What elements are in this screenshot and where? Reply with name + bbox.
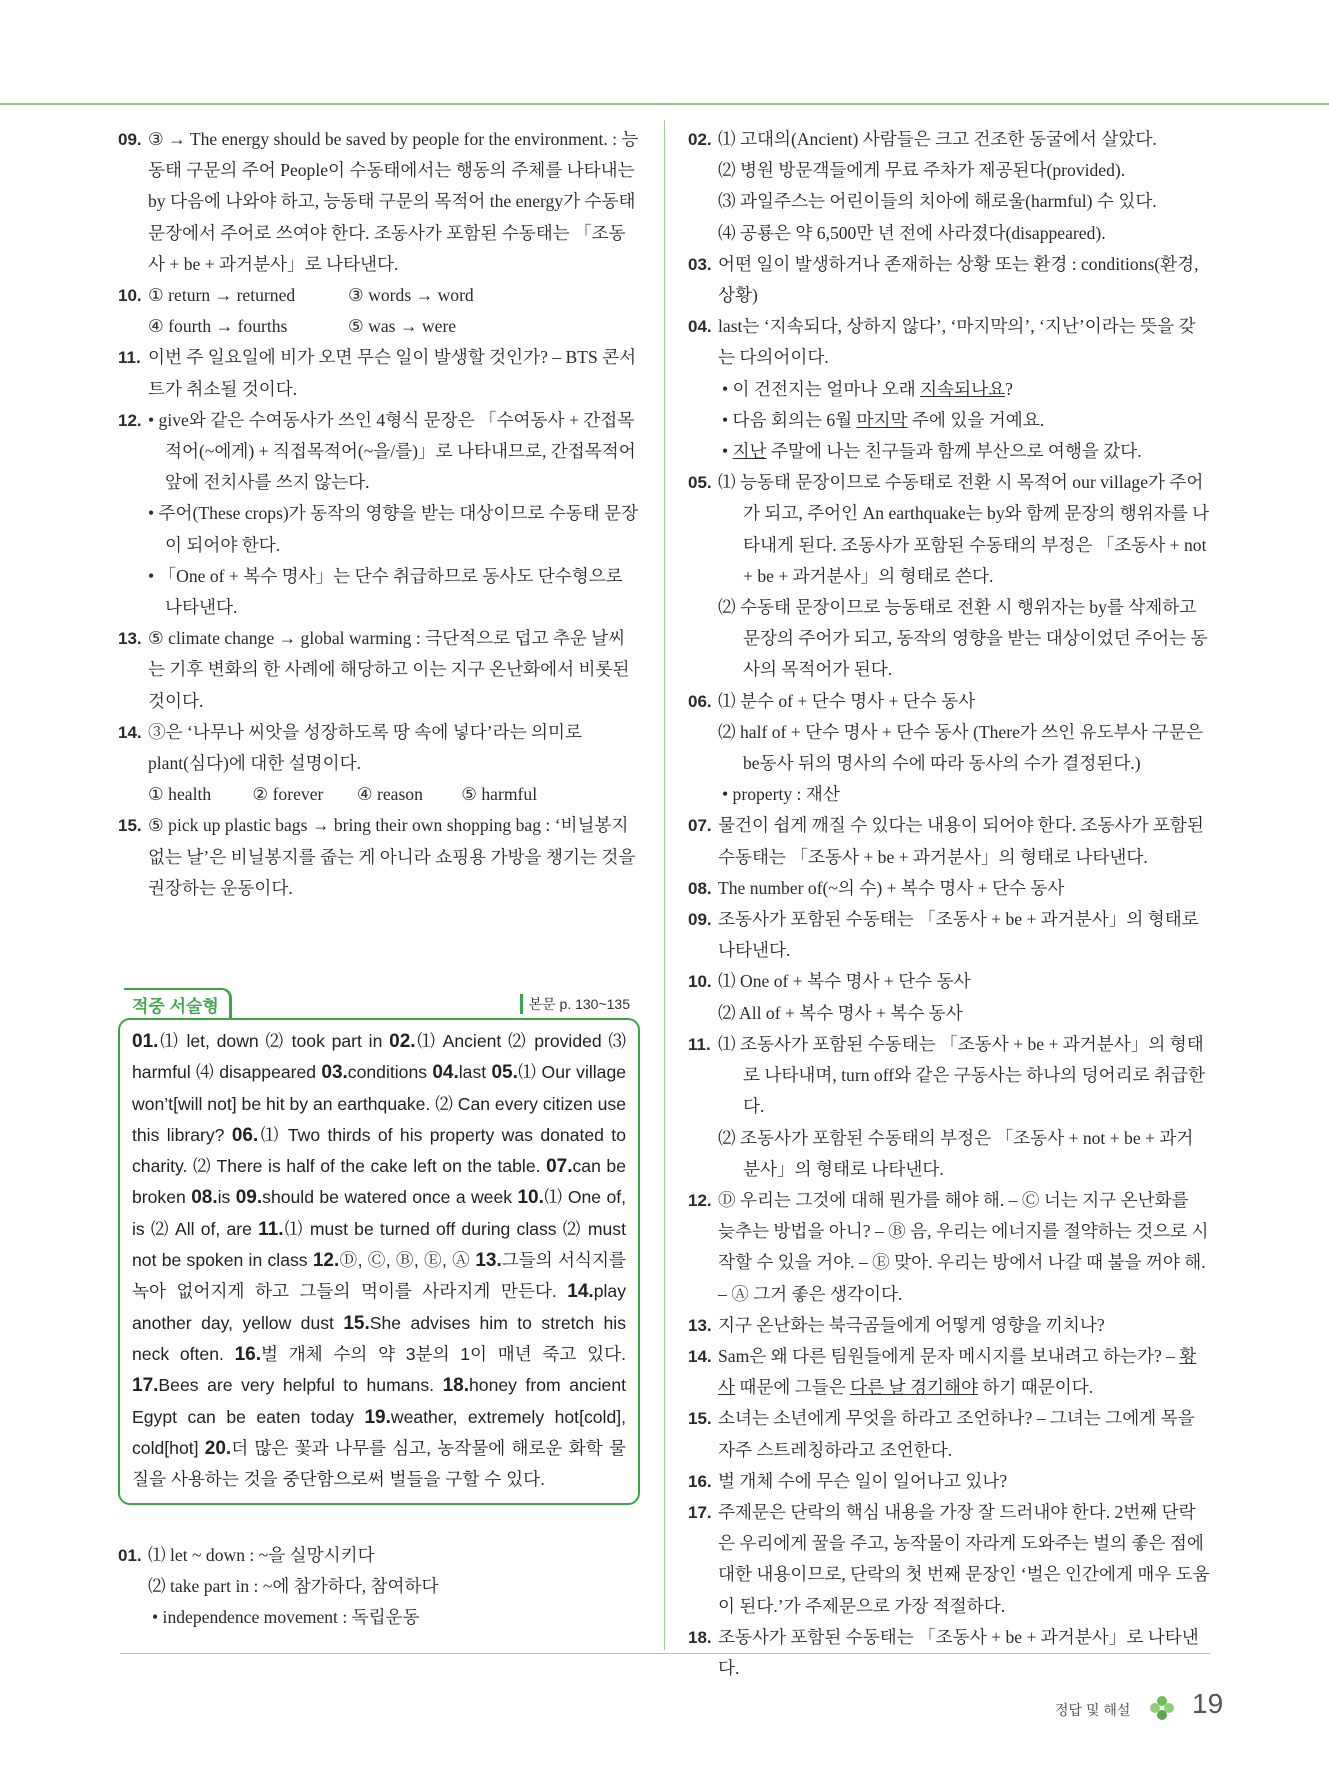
box-answer-number: 09.	[235, 1187, 263, 1209]
bullet-text: • 주어(These crops)가 동작의 영향을 받는 대상이므로 수동태 문장이 되어야 한다.	[148, 503, 639, 555]
box-answer-text: weather, extremely hot[cold], cold[hot]	[132, 1406, 627, 1458]
box-answer-text: ⑴ Two thirds of his property was donated to charity. ⑵ There is half of the cake left on the table.	[132, 1124, 626, 1177]
answer-item-14	[688, 1341, 1210, 1403]
item-text: 조동사가 포함된 수동태는 「조동사 + be + 과거분사」로 나타낸다.	[718, 1626, 1199, 1678]
item-number: 13.	[118, 629, 142, 649]
answer-item-18	[688, 1622, 1210, 1684]
box-answer-number: 03.	[321, 1062, 348, 1084]
item-text: 지구 온난화는 북극곰들에게 어떻게 영향을 끼치나?	[718, 1314, 1105, 1335]
text: ?	[1005, 378, 1013, 399]
bullet-text: • 「One of + 복수 명사」는 단수 취급하므로 동사도 단수형으로 나타낸다.	[148, 565, 623, 618]
answer-item-06	[688, 686, 1210, 811]
box-answer-number: 01.	[132, 1031, 159, 1052]
underlined-text: 황사	[718, 1345, 1197, 1398]
sub-text: ⑵ 병원 방문객들에게 무료 주차가 제공된다(provided).	[718, 160, 1126, 181]
box-answer-number: 16.	[234, 1343, 262, 1365]
answer-item-15	[688, 1403, 1210, 1465]
box-answer-number: 04.	[432, 1062, 459, 1084]
item-text	[718, 1341, 1210, 1403]
box-answer-number: 08.	[191, 1187, 218, 1209]
box-title: 적중 서술형	[124, 988, 232, 1020]
box-answer-text: play another day, yellow dust	[132, 1281, 626, 1333]
box-header	[118, 988, 640, 1018]
answer-item-10	[118, 280, 642, 342]
box-answer-text: honey from ancient Egypt can be eaten today	[132, 1375, 626, 1427]
answer-item-11	[688, 1029, 1210, 1185]
bullet-text: • property : 재산	[722, 784, 840, 805]
box-answer-number: 06.	[231, 1124, 259, 1146]
item-text: last는 ‘지속되다, 상하지 않다’, ‘마지막의’, ‘지난’이라는 뜻을 갖는 다의어이다.	[718, 316, 1196, 368]
sub-text: ⑵ take part in : ~에 참가하다, 참여하다	[148, 1576, 439, 1597]
box-answer-number: 11.	[258, 1218, 284, 1240]
item-number: 05.	[688, 473, 712, 493]
answer-item-13	[118, 623, 642, 717]
column-divider	[664, 120, 665, 1650]
answer-item-01	[118, 1540, 642, 1634]
box-answer-number: 05.	[491, 1062, 518, 1084]
sub-text: ⑵ 수동태 문장이므로 능동태로 전환 시 행위자는 by를 삭제하고 문장의 주어가 되고, 동작의 영향을 받는 대상이었던 주어는 동사의 목적어가 된다.	[718, 597, 1208, 680]
item-text: 주제문은 단락의 핵심 내용을 가장 잘 드러내야 한다. 2번째 단락은 우리에게 꿀을 주고, 농작물이 자라게 도와주는 벌의 좋은 점에 대한 내용이므로, 단락의 첫 번째 문장인 ‘벌은 인간에게 매우 도움이 된다.’가 주제문으로 가장 적절하다.	[718, 1501, 1210, 1616]
box-answer-text: ⑴ must be turned off during class ⑵ must not be spoken in class	[132, 1218, 626, 1271]
left-column-bottom	[118, 1540, 642, 1634]
box-answer-text: 벌 개체 수의 약 3분의 1이 매년 죽고 있다.	[261, 1343, 627, 1364]
underlined-text: 마지막	[856, 409, 908, 430]
sub-text: ⑴ One of + 복수 명사 + 단수 동사	[718, 971, 971, 992]
bullet-text	[722, 436, 1210, 467]
box-body	[118, 1018, 640, 1505]
box-answer-text: She advises him to stretch his neck often.	[132, 1312, 627, 1364]
item-number: 11.	[118, 348, 141, 368]
left-column	[118, 124, 642, 904]
item-number: 08.	[688, 878, 712, 898]
answer-item-12	[688, 1185, 1210, 1310]
text: •	[722, 441, 733, 462]
answer-item-16	[688, 1466, 1210, 1497]
answer-item-03	[688, 249, 1210, 311]
box-answer-number: 12.	[312, 1250, 340, 1272]
text: 주말에 나는 친구들과 함께 부산으로 여행을 갔다.	[766, 441, 1142, 462]
item-number: 10.	[688, 972, 712, 992]
sub-text: ⑴ 분수 of + 단수 명사 + 단수 동사	[718, 690, 976, 711]
page-number: 19	[1192, 1688, 1224, 1719]
box-answer-text: is	[217, 1187, 231, 1208]
item-text: The number of(~의 수) + 복수 명사 + 단수 동사	[718, 877, 1065, 898]
box-answer-number: 18.	[442, 1375, 470, 1397]
box-answer-number: 07.	[546, 1156, 573, 1178]
answer-item-02	[688, 124, 1210, 249]
box-answer-text: Ⓓ, Ⓒ, Ⓑ, Ⓔ, Ⓐ	[339, 1250, 471, 1271]
item-number: 04.	[688, 317, 712, 337]
answer-item-17	[688, 1497, 1210, 1622]
item-number: 09.	[118, 130, 142, 149]
item-text: 조동사가 포함된 수동태는 「조동사 + be + 과거분사」의 형태로 나타낸다.	[718, 909, 1199, 961]
item-text: 어떤 일이 발생하거나 존재하는 상황 또는 환경 : conditions(환경, 상황)	[718, 253, 1199, 306]
footer-label: 정답 및 해설	[1055, 1702, 1131, 1718]
sub-text: ⑴ let ~ down : ~을 실망시키다	[148, 1545, 375, 1565]
bullet-text: • give와 같은 수여동사가 쓰인 4형식 문장은 「수여동사 + 간접목적어(~에게) + 직접목적어(~을/를)」로 나타내므로, 간접목적어 앞에 전치사를 쓰지 않는다.	[148, 409, 636, 493]
box-answer-number: 15.	[343, 1312, 370, 1334]
text: 주에 있을 거예요.	[907, 409, 1045, 430]
top-rule	[0, 103, 1329, 105]
item-text: 소녀는 소년에게 무엇을 하라고 조언하나? – 그녀는 그에게 목을 자주 스트레칭하라고 조언한다.	[718, 1408, 1195, 1460]
leaf-icon	[1147, 1693, 1177, 1723]
text: • 다음 회의는 6월	[722, 409, 857, 430]
underlined-text: 다른 날 경기해야	[850, 1377, 978, 1398]
item-text: ⑤ pick up plastic bags → bring their own shopping bag : ‘비닐봉지 없는 날’은 비닐봉지를 줍는 게 아니라 쇼핑용 가방을 챙기는 것을 권장하는 운동이다.	[148, 815, 636, 898]
bullet-text	[722, 405, 1210, 436]
answer-item-11	[118, 342, 642, 404]
box-answer-text: Bees are very helpful to humans.	[158, 1375, 435, 1396]
item-number: 07.	[688, 816, 712, 836]
option: ④ reason	[356, 784, 423, 805]
answer-item-14	[118, 717, 642, 811]
item-number: 09.	[688, 910, 712, 930]
writing-answers-box	[118, 988, 640, 1505]
box-answer-text: ⑴ let, down ⑵ took part in	[158, 1031, 383, 1051]
answer-item-09	[118, 124, 642, 280]
answer-item-12	[118, 405, 642, 623]
correction: ④ fourth → fourths	[148, 316, 288, 337]
item-number: 15.	[118, 816, 142, 836]
answer-item-15	[118, 810, 642, 904]
box-answer-text: ⑴ One of, is ⑵ All of, are	[132, 1187, 627, 1239]
box-answer-number: 10.	[517, 1187, 544, 1209]
item-number: 14.	[118, 722, 142, 742]
text: Sam은 왜 다른 팀원들에게 문자 메시지를 보내려고 하는가? –	[718, 1345, 1180, 1366]
answer-item-08	[688, 873, 1210, 904]
item-text: ③은 ‘나무나 씨앗을 성장하도록 땅 속에 넣다’라는 의미로 plant(심다)에 대한 설명이다.	[148, 721, 583, 774]
box-answer-text: can be broken	[132, 1156, 627, 1208]
item-number: 15.	[688, 1409, 712, 1429]
item-number: 03.	[688, 254, 712, 274]
box-answer-text: ⑴ Ancient ⑵ provided ⑶ harmful ⑷ disappeared	[132, 1031, 627, 1083]
sub-text: ⑶ 과일주스는 어린이들의 치아에 해로울(harmful) 수 있다.	[718, 191, 1157, 212]
item-number: 18.	[688, 1627, 712, 1647]
sub-text: ⑵ 조동사가 포함된 수동태의 부정은 「조동사 + not + be + 과거분사」의 형태로 나타낸다.	[718, 1127, 1194, 1179]
item-number: 12.	[118, 410, 142, 430]
box-answer-number: 19.	[364, 1406, 391, 1428]
correction: ① return → returned	[148, 285, 296, 306]
answer-item-05	[688, 467, 1210, 685]
right-column	[688, 124, 1210, 1684]
item-text: 벌 개체 수에 무슨 일이 일어나고 있나?	[718, 1470, 1008, 1491]
correction: ⑤ was → were	[348, 316, 457, 337]
item-number: 16.	[688, 1471, 712, 1491]
box-answer-text: 더 많은 꽃과 나무를 심고, 농작물에 해로운 화학 물질을 사용하는 것을 중단함으로써 벌들을 구할 수 있다.	[132, 1437, 626, 1490]
page-reference: 본문 p. 130~135	[520, 994, 630, 1014]
option: ② forever	[252, 784, 324, 805]
sub-text: ⑴ 고대의(Ancient) 사람들은 크고 건조한 동굴에서 살았다.	[718, 129, 1157, 149]
answer-item-13	[688, 1310, 1210, 1341]
box-answer-text: should be watered once a week	[262, 1187, 513, 1208]
option: ① health	[148, 784, 212, 805]
box-answer-number: 13.	[475, 1250, 502, 1272]
sub-text: ⑴ 조동사가 포함된 수동태는 「조동사 + be + 과거분사」의 형태로 나타내며, turn off와 같은 구동사는 하나의 덩어리로 취급한다.	[718, 1033, 1206, 1117]
answer-item-09	[688, 904, 1210, 966]
box-answer-text: 그들의 서식지를 녹아 없어지게 하고 그들의 먹이를 사라지게 만든다.	[132, 1250, 627, 1302]
item-text: Ⓓ 우리는 그것에 대해 뭔가를 해야 해. – Ⓒ 너는 지구 온난화를 늦추는 방법을 아니? – Ⓑ 음, 우리는 에너지를 절약하는 것으로 시작할 수 있을 거야. – Ⓔ 맞아. 우리는 방에서 나갈 때 불을 꺼야 해. – Ⓐ 그거 좋은 생각이다.	[718, 1189, 1209, 1304]
box-answer-text: last	[458, 1062, 487, 1083]
text: 때문에 그들은	[735, 1377, 851, 1398]
item-text: ⑤ climate change → global warming : 극단적으로 덥고 추운 날씨는 기후 변화의 한 사례에 해당하고 이는 지구 온난화에서 비롯된 것이다.	[148, 628, 630, 711]
sub-text: ⑷ 공룡은 약 6,500만 년 전에 사라졌다(disappeared).	[718, 222, 1106, 243]
text: 하기 때문이다.	[977, 1377, 1094, 1398]
item-text: 물건이 쉽게 깨질 수 있다는 내용이 되어야 한다. 조동사가 포함된 수동태는 「조동사 + be + 과거분사」의 형태로 나타낸다.	[718, 815, 1204, 867]
item-number: 11.	[688, 1034, 711, 1054]
item-number: 17.	[688, 1502, 712, 1522]
answer-item-04	[688, 311, 1210, 467]
item-text: ③ → The energy should be saved by people for the environment. : 능동태 구문의 주어 People이 수동태에서는 행동의 주체를 나타내는 by 다음에 나와야 하고, 능동태 구문의 목적어 the energy가 수동태 문장에서 주어로 쓰여야 한다. 조동사가 포함된 수동태는 「조동사 + be + 과거분사」로 나타낸다.	[148, 129, 639, 274]
box-answer-text: conditions	[347, 1062, 428, 1083]
item-number: 01.	[118, 1546, 142, 1565]
item-text: 이번 주 일요일에 비가 오면 무슨 일이 발생할 것인가? – BTS 콘서트가 취소될 것이다.	[148, 347, 637, 399]
underlined-text: 지속되나요	[920, 378, 1006, 399]
sub-text: ⑴ 능동태 문장이므로 수동태로 전환 시 목적어 our village가 주어가 되고, 주어인 An earthquake는 by와 함께 문장의 행위자를 나타내게 된다. 조동사가 포함된 수동태의 부정은 「조동사 + not + be + 과거분사」의 형태로 쓴다.	[718, 472, 1210, 586]
correction: ③ words → word	[348, 285, 474, 306]
bullet-text	[722, 374, 1210, 405]
sub-text: ⑵ half of + 단수 명사 + 단수 동사 (There가 쓰인 유도부사 구문은 be동사 뒤의 명사의 수에 따라 동사의 수가 결정된다.)	[718, 721, 1204, 774]
box-answer-number: 17.	[132, 1375, 159, 1397]
box-answer-number: 14.	[567, 1281, 594, 1303]
underlined-text: 지난	[732, 441, 767, 462]
option: ⑤ harmful	[461, 784, 538, 805]
item-number: 12.	[688, 1190, 712, 1210]
sub-text: ⑵ All of + 복수 명사 + 복수 동사	[718, 1002, 963, 1023]
answer-item-07	[688, 810, 1210, 872]
bullet-text: • independence movement : 독립운동	[152, 1607, 420, 1628]
box-answer-number: 02.	[389, 1031, 416, 1052]
box-answer-number: 20.	[204, 1437, 232, 1459]
item-number: 14.	[688, 1346, 712, 1366]
item-number: 10.	[118, 286, 142, 306]
item-number: 02.	[688, 130, 712, 149]
text: • 이 건전지는 얼마나 오래	[722, 378, 921, 399]
answer-item-10	[688, 966, 1210, 1028]
item-number: 06.	[688, 691, 712, 711]
box-answer-text: ⑴ Our village won’t[will not] be hit by an earthquake. ⑵ Can every citizen use this library?	[132, 1062, 627, 1145]
item-number: 13.	[688, 1315, 712, 1335]
